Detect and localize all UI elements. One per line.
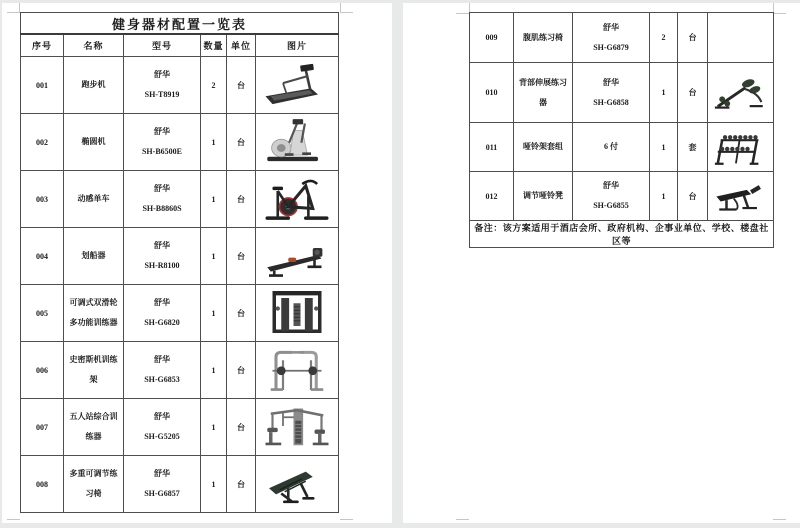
cell-name-line: 背部伸展练习 (519, 77, 567, 87)
margin-mark (773, 13, 786, 14)
table-row-008 (21, 456, 339, 513)
cell-qty[interactable]: 1 (650, 123, 678, 172)
table-row-011 (470, 123, 774, 172)
equipment-table-page2 (469, 12, 774, 248)
cell-model-line: 舒华 (154, 298, 170, 308)
remark-note[interactable]: 备注：该方案适用于酒店会所、政府机构、企事业单位、学校、楼盘社区等 (470, 221, 774, 248)
cell-name-line: 划船器 (81, 251, 106, 261)
margin-mark (7, 519, 20, 520)
table-row-001 (21, 57, 339, 114)
column-header-image[interactable]: 图片 (256, 34, 339, 57)
cell-name-line: 五人站综合训 (69, 412, 118, 422)
cell-model-line: 舒华 (154, 469, 170, 479)
cell-serial[interactable]: 004 (21, 228, 64, 285)
table-row-002 (21, 114, 339, 171)
cell-name[interactable] (64, 285, 124, 342)
cell-qty[interactable]: 1 (201, 285, 227, 342)
cell-model-line: 舒华 (154, 412, 170, 422)
cell-serial[interactable]: 011 (470, 123, 514, 172)
margin-mark (469, 3, 470, 12)
cell-model[interactable] (124, 57, 201, 114)
document-page-1[interactable] (2, 3, 392, 523)
dumbbell-bench-image[interactable] (712, 173, 770, 217)
table-title-row (21, 13, 339, 35)
cell-image[interactable] (708, 123, 774, 172)
cell-image[interactable] (708, 172, 774, 221)
cell-model[interactable] (124, 228, 201, 285)
multi-station-image[interactable] (262, 401, 332, 451)
table-row-012 (470, 172, 774, 221)
margin-mark (7, 12, 20, 13)
cell-serial[interactable]: 005 (21, 285, 64, 342)
cell-model[interactable] (124, 342, 201, 399)
margin-mark (456, 519, 469, 520)
cell-model-line: SH-G6820 (144, 318, 180, 327)
cell-qty[interactable]: 1 (201, 171, 227, 228)
cell-name-line: 可调式双滑轮 (69, 298, 118, 308)
cell-name[interactable] (64, 228, 124, 285)
cell-qty[interactable]: 1 (201, 342, 227, 399)
back-extension-image[interactable] (712, 70, 770, 114)
cell-model-line: 6 付 (604, 142, 618, 152)
cell-serial[interactable]: 008 (21, 456, 64, 513)
cell-model[interactable] (124, 399, 201, 456)
cell-unit[interactable]: 台 (227, 342, 256, 399)
cell-unit[interactable]: 台 (678, 63, 708, 123)
cell-qty[interactable]: 2 (201, 57, 227, 114)
cell-name-line: 调节哑铃凳 (523, 191, 563, 201)
cell-unit[interactable]: 台 (227, 228, 256, 285)
margin-mark (340, 12, 353, 13)
cell-model-line: SH-T8919 (144, 90, 180, 99)
margin-mark (773, 519, 786, 520)
cell-model-line: SH-B8860S (142, 204, 182, 213)
cell-model-line: 舒华 (154, 241, 170, 251)
cell-qty[interactable]: 1 (650, 63, 678, 123)
cell-model-line: SH-G5205 (144, 432, 180, 441)
cell-model[interactable] (573, 172, 650, 221)
cell-model-line: SH-R8100 (144, 261, 180, 270)
cell-name-line: 习椅 (85, 489, 102, 498)
rower-image[interactable] (262, 230, 332, 280)
table-row-010 (470, 63, 774, 123)
cell-unit[interactable]: 台 (227, 57, 256, 114)
cell-model-line: SH-G6857 (144, 489, 180, 498)
cell-qty[interactable]: 1 (201, 399, 227, 456)
cell-model-line: 舒华 (603, 22, 619, 32)
margin-mark (773, 3, 774, 12)
cell-name-line: 动感单车 (77, 194, 110, 204)
cell-unit[interactable]: 台 (678, 172, 708, 221)
margin-mark (19, 3, 20, 12)
cell-name[interactable] (64, 171, 124, 228)
cell-qty[interactable]: 2 (650, 13, 678, 63)
cell-qty[interactable]: 1 (201, 228, 227, 285)
column-header-unit[interactable]: 单位 (227, 34, 256, 57)
table-row-005 (21, 285, 339, 342)
cell-model-line: 舒华 (154, 184, 170, 194)
table-title[interactable]: 健身器材配置一览表 (21, 13, 339, 35)
table-header-row (21, 34, 339, 57)
cell-image[interactable] (256, 285, 339, 342)
cell-serial[interactable]: 003 (21, 171, 64, 228)
cell-serial[interactable]: 012 (470, 172, 514, 221)
cell-image[interactable] (256, 228, 339, 285)
cell-model[interactable] (124, 456, 201, 513)
cell-qty[interactable]: 1 (201, 114, 227, 171)
cell-image[interactable] (256, 57, 339, 114)
cell-name[interactable] (64, 399, 124, 456)
table-row-007 (21, 399, 339, 456)
cell-name-line: 练器 (85, 432, 102, 441)
elliptical-image[interactable] (262, 116, 332, 166)
cell-unit[interactable]: 台 (678, 13, 708, 63)
functional-trainer-image[interactable] (262, 287, 332, 337)
treadmill-image[interactable] (262, 59, 332, 109)
spin-bike-image[interactable] (262, 173, 332, 223)
cell-image[interactable] (708, 13, 774, 63)
table-row-004 (21, 228, 339, 285)
cell-image[interactable] (256, 456, 339, 513)
cell-name-line: 椭圆机 (81, 137, 106, 147)
document-page-2[interactable] (403, 3, 800, 523)
cell-serial[interactable]: 010 (470, 63, 514, 123)
cell-qty[interactable]: 1 (650, 172, 678, 221)
dumbbell-rack-image[interactable] (712, 124, 770, 168)
cell-name-line: 多重可调节练 (69, 469, 118, 479)
cell-unit[interactable]: 台 (227, 399, 256, 456)
cell-unit[interactable]: 台 (227, 171, 256, 228)
cell-model-line: SH-G6879 (593, 42, 629, 52)
cell-model[interactable] (124, 285, 201, 342)
column-header-serial[interactable]: 序号 (21, 34, 64, 57)
margin-mark (340, 519, 353, 520)
cell-name[interactable] (514, 63, 573, 123)
column-header-name[interactable]: 名称 (64, 34, 124, 57)
cell-model-line: SH-G6855 (593, 201, 629, 210)
table-note-row (470, 221, 774, 248)
cell-qty[interactable]: 1 (201, 456, 227, 513)
margin-mark (340, 3, 341, 12)
cell-model-line: SH-B6500E (141, 147, 182, 156)
cell-model-line: 舒华 (154, 70, 170, 80)
column-header-qty[interactable]: 数量 (201, 34, 227, 57)
cell-model[interactable] (573, 13, 650, 63)
cell-unit[interactable]: 台 (227, 114, 256, 171)
cell-image[interactable] (708, 63, 774, 123)
cell-model-line: SH-G6858 (593, 97, 629, 107)
cell-model[interactable] (573, 63, 650, 123)
column-header-model[interactable]: 型号 (124, 34, 201, 57)
cell-unit[interactable]: 套 (678, 123, 708, 172)
cell-image[interactable] (256, 114, 339, 171)
cell-name[interactable] (64, 57, 124, 114)
cell-name-line: 多功能训练器 (69, 318, 118, 327)
cell-serial[interactable]: 007 (21, 399, 64, 456)
cell-image[interactable] (256, 342, 339, 399)
cell-name[interactable] (514, 123, 573, 172)
cell-name[interactable] (64, 342, 124, 399)
cell-serial[interactable]: 006 (21, 342, 64, 399)
cell-name-line: 腹肌练习椅 (523, 32, 563, 42)
cell-name-line: 架 (89, 375, 98, 384)
cell-name[interactable] (64, 114, 124, 171)
cell-model-line: 舒华 (154, 355, 170, 365)
cell-name-line: 史密斯机训练 (69, 355, 118, 365)
cell-name-line: 哑铃架套组 (523, 142, 563, 152)
cell-image[interactable] (256, 399, 339, 456)
margin-mark (456, 13, 469, 14)
cell-model[interactable] (124, 171, 201, 228)
cell-model-line: 舒华 (154, 127, 170, 137)
table-row-009 (470, 13, 774, 63)
cell-model[interactable] (124, 114, 201, 171)
cell-serial[interactable]: 009 (470, 13, 514, 63)
cell-image[interactable] (256, 171, 339, 228)
cell-model-line: 舒华 (603, 181, 619, 191)
cell-unit[interactable]: 台 (227, 285, 256, 342)
table-row-003 (21, 171, 339, 228)
cell-model[interactable] (573, 123, 650, 172)
table-row-006 (21, 342, 339, 399)
cell-serial[interactable]: 001 (21, 57, 64, 114)
cell-name[interactable] (514, 172, 573, 221)
equipment-table-page1 (20, 12, 339, 513)
cell-unit[interactable]: 台 (227, 456, 256, 513)
cell-model-line: SH-G6853 (144, 375, 180, 384)
adjustable-bench-image[interactable] (262, 458, 332, 508)
cell-serial[interactable]: 002 (21, 114, 64, 171)
cell-name[interactable] (514, 13, 573, 63)
cell-name-line: 器 (539, 97, 547, 107)
cell-name-line: 跑步机 (81, 80, 106, 90)
cell-name[interactable] (64, 456, 124, 513)
smith-machine-image[interactable] (262, 344, 332, 394)
cell-model-line: 舒华 (603, 77, 619, 87)
